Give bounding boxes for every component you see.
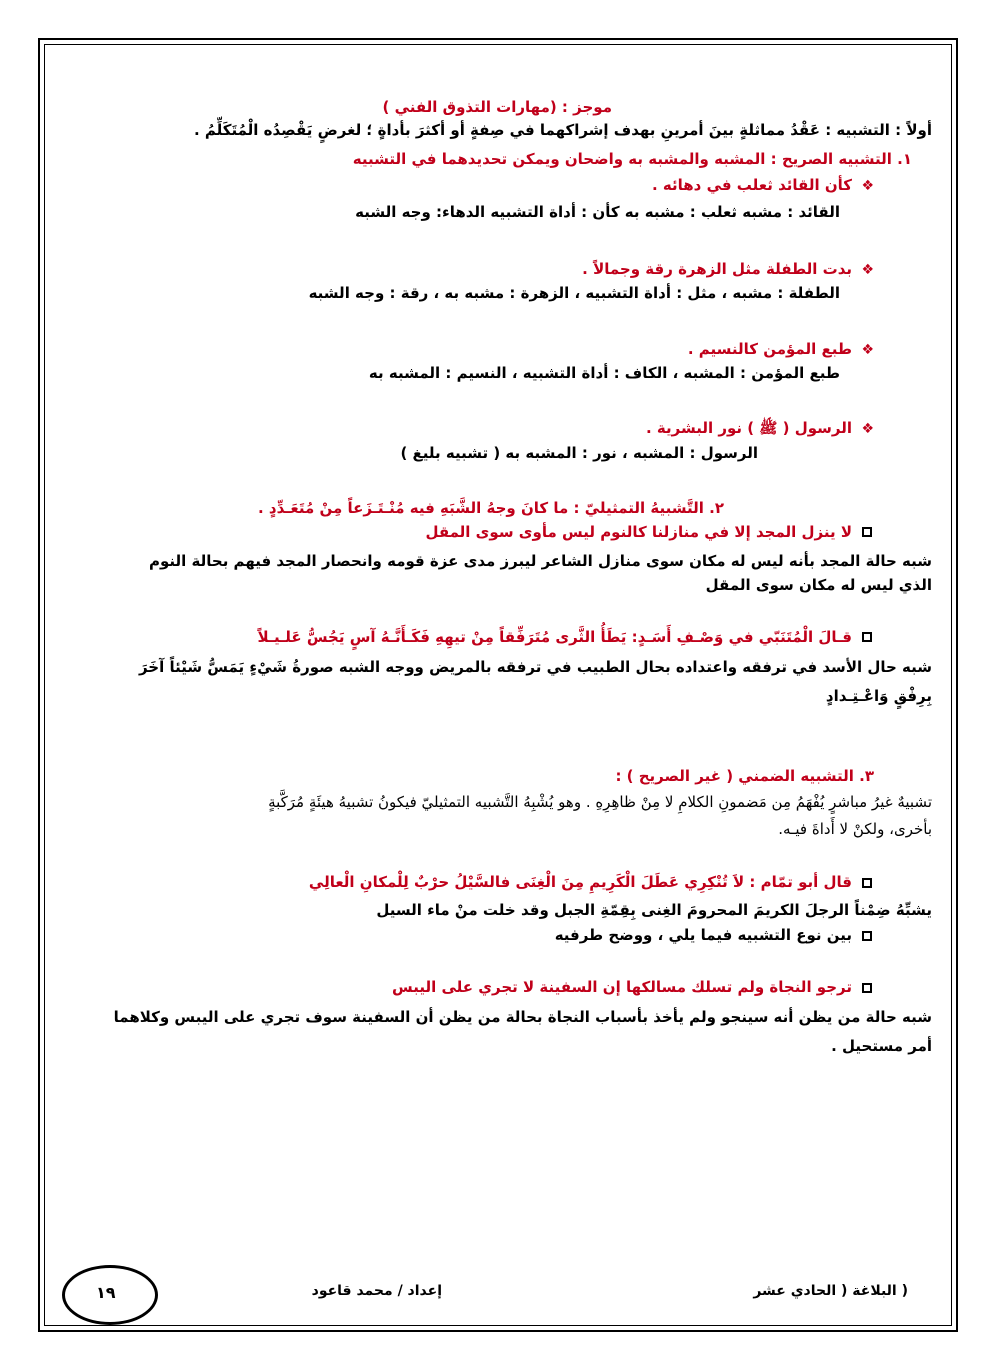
example1-analysis: القائد : مشبه ثعلب : مشبه به كأن : أداة التشبيه الدهاء: وجه الشبه [355, 203, 840, 221]
page-title: موجز : (مهارات التذوق الفني ) [382, 98, 612, 116]
page-number: ١٩ [96, 1283, 116, 1302]
checkbox-icon [862, 878, 872, 888]
section3-verse2: ترجو النجاة ولم تسلك مسالكها إن السفينة لا تجري على اليبس [392, 978, 852, 996]
section2-explanation1-line2: الذي ليس له مكان سوى المقل [705, 576, 932, 594]
example2-sentence: بدت الطفلة مثل الزهرة رقة وجمالاً . [582, 260, 852, 278]
section3-explanation1: يشبِّهُ ضِمْناً الرجلَ الكريمَ المحرومَ الغِنى بِقِمّةِ الجبل وقد خلت منْ ماء السيل [376, 901, 932, 919]
bullet-diamond-icon: ❖ [861, 421, 874, 437]
checkbox-icon [862, 527, 872, 537]
section3-definition-line1: تشبيهٌ غيرُ مباشرٍ يُفْهَمُ مِن مَضمونِ الكلامِ لا مِنْ ظاهِرِهِ . وهو يُشْبِهُ التَّشبيه التمثيليّ فيكونُ تشبيهُ هيئَةٍ مُرَكَّبةٍ [268, 793, 932, 811]
footer-author: إعداد / محمد قاعود [311, 1283, 442, 1299]
section3-task: بين نوع التشبيه فيما يلي ، ووضح طرفيه [554, 926, 852, 944]
section1-heading: ١. التشبيه الصريح : المشبه والمشبه به واضحان ويمكن تحديدهما في التشبيه [352, 150, 912, 168]
section2-explanation2-line2: بِرِفْقٍ وَاعْـتِـدادٍ [825, 687, 932, 705]
bullet-diamond-icon: ❖ [861, 342, 874, 358]
section3-heading: ٣. التشبيه الضمني ( غير الصريح ) : [615, 767, 874, 785]
checkbox-icon [862, 983, 872, 993]
section3-definition-line2: بأخرى، ولكنْ لا أَداةَ فيـه. [778, 820, 932, 838]
bullet-diamond-icon: ❖ [861, 262, 874, 278]
checkbox-icon [862, 931, 872, 941]
section2-verse1: لا ينزل المجد إلا في منازلنا كالنوم ليس مأوى سوى المقل [425, 523, 852, 541]
definition-line: أولاً : التشبيه : عَقْدُ مماثلةٍ بينَ أمرينِ بهدف إشراكهما في صِفةٍ أو أكثرَ بأداةٍ ؛ لغرضٍ يَقْصِدُه الْمُتَكَلِّمُ . [193, 121, 932, 139]
section2-verse2: قـالَ الْمُتَنَبّي في وَصْـفِ أَسَـدٍ: يَطَأُ الثَّرى مُتَرَفِّقاً مِنْ تيهِهِ فَكَـأَنَّـهُ آسٍ يَجُسُّ عَلـيـلاً [257, 628, 852, 646]
section2-explanation1-line1: شبه حالة المجد بأنه ليس له مكان سوى منازل الشاعر ليبرز مدى عزة قومه وانحصار المجد فيهم بحالة النوم [149, 552, 932, 570]
section2-heading: ٢. التَّشبيهُ التمثيليّ : ما كانَ وجهُ الشَّبَهِ فيه مُنْـتَـزَعاً مِنْ مُتَعَـدِّدٍ . [258, 499, 724, 517]
example3-analysis: طبع المؤمن : المشبه ، الكاف : أداة التشبيه ، النسيم : المشبه به [368, 364, 840, 382]
example3-sentence: طبع المؤمن كالنسيم . [687, 340, 852, 358]
example4-analysis: الرسول : المشبه ، نور : المشبه به ( تشبيه بليغ ) [400, 444, 758, 462]
bullet-diamond-icon: ❖ [861, 178, 874, 194]
section2-explanation2-line1: شبه حال الأسد في ترفقه واعتداده بحال الطبيب في ترفقه بالمريض ووجه الشبه صورةُ شَيْءٍ يَمَسُّ شَيْئاً آخَرَ [138, 658, 932, 676]
page-border-inner [44, 44, 952, 1326]
section3-verse1: قال أبو تمّام : لاَ تُنْكِرِي عَطَلَ الْكَرِيمِ مِنَ الْغِنَى فالسَّيْلُ حرْبٌ لِلْمكانِ الْعالِي [308, 873, 852, 891]
example1-sentence: كأن القائد ثعلب في دهائه . [651, 176, 852, 194]
section3-explanation2-line2: أمر مستحيل . [831, 1037, 932, 1055]
example2-analysis: الطفلة : مشبه ، مثل : أداة التشبيه ، الزهرة : مشبه به ، رقة : وجه الشبه [308, 284, 840, 302]
footer-subject: ( البلاغة ( الحادي عشر [753, 1283, 908, 1299]
section3-explanation2-line1: شبه حالة من يظن أنه سينجو ولم يأخذ بأسباب النجاة بحالة من يظن أن السفينة سوف تجري على اليبس وكلاهما [113, 1008, 932, 1026]
example4-sentence: الرسول ( ﷺ ) نور البشرية . [645, 419, 852, 437]
checkbox-icon [862, 632, 872, 642]
